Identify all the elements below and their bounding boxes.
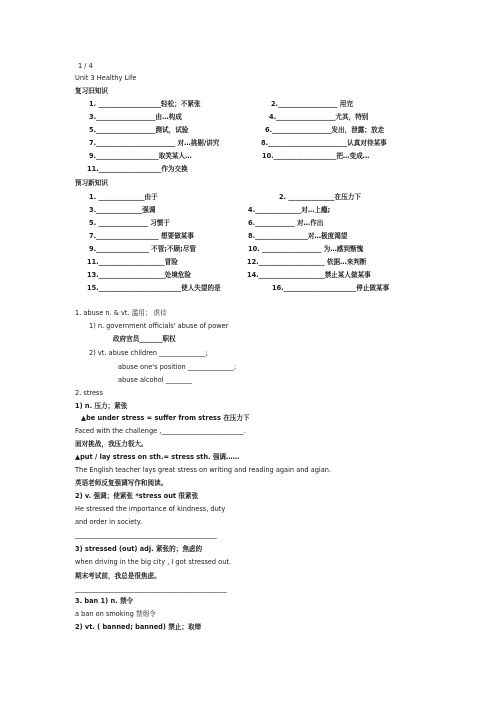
review-item: 3.__________________由…构成 xyxy=(89,113,182,121)
preview-item: 13.____________________处境危险 xyxy=(87,271,191,279)
preview-item: 15._________________________使人失望的是 xyxy=(87,284,221,292)
preview-item: 5. _______________ 习惯于 xyxy=(89,219,170,227)
preview-item: 9.________________ 不管;不顾;尽管 xyxy=(89,245,196,253)
body-line: abuse alcohol ________ xyxy=(118,376,193,384)
body-line: a ban on smoking 禁烟令 xyxy=(75,610,156,618)
body-line: 1) n. 压力；紧张 xyxy=(75,402,128,410)
review-item: 9.___________________取笑某人… xyxy=(89,152,192,160)
word-heading: 1. abuse n. & vt. 滥用； 虐待 xyxy=(75,309,167,317)
review-item: 11.___________________作为交换 xyxy=(87,165,188,173)
body-line: 英语老师反复强调写作和阅读。 xyxy=(75,479,168,487)
preview-item: 2. ______________在压力下 xyxy=(279,193,361,201)
body-line: 期末考试前，我总是很焦虑。 xyxy=(75,572,161,580)
body-line: abuse one's position ______________; xyxy=(118,363,237,371)
unit-title: Unit 3 Healthy Life xyxy=(75,74,137,82)
review-item: 6.__________________发出，泄露；放走 xyxy=(265,126,385,134)
review-item: 10.___________________把…变成… xyxy=(262,152,370,160)
preview-item: 6.____________ 对…作出 xyxy=(248,219,324,227)
body-line: The English teacher lays great stress on writing and reading again and agian. xyxy=(75,466,332,474)
body-line: 2) v. 强调；使紧张 *stress out 很紧张 xyxy=(75,492,199,500)
body-line: 2) vt. abuse children ______________; xyxy=(89,349,208,357)
body-line: when driving in the big city , I got stressed out. xyxy=(75,558,232,566)
body-line: 3) stressed (out) adj. 紧张的；焦虑的 xyxy=(75,545,203,553)
body-line: 1) n. government officials' abuse of power xyxy=(89,322,229,330)
body-line: Faced with the challenge ,_________________________. xyxy=(75,427,246,435)
body-line: 面对挑战，我压力很大。 xyxy=(75,440,148,448)
review-item: 4.__________________尤其，特别 xyxy=(269,113,369,121)
preview-item: 11.____________________冒险 xyxy=(87,258,178,266)
review-item: 5.__________________测试，试验 xyxy=(89,126,189,134)
body-line: ______________________________________________ xyxy=(75,585,227,593)
preview-item: 16.______________________停止做某事 xyxy=(272,284,390,292)
word-heading: 2. stress xyxy=(75,389,103,397)
body-line: He stressed the importance of kindness, duty xyxy=(75,505,226,513)
body-line: 2) vt. ( banned; banned) 禁止；取缔 xyxy=(75,623,202,631)
preview-heading: 预习新知识 xyxy=(75,179,108,187)
preview-item: 12.____________________ 依据…来判断 xyxy=(247,258,367,266)
preview-item: 10. __________________ 为…感到惭愧 xyxy=(248,245,364,253)
page-number: 1 / 4 xyxy=(78,62,93,70)
body-line: ▲be under stress = suffer from stress 在压力下 xyxy=(81,414,250,422)
preview-item: 1. ______________由于 xyxy=(89,193,158,201)
preview-item: 3.______________强调 xyxy=(89,206,156,214)
preview-item: 14.____________________禁止某人做某事 xyxy=(247,271,371,279)
review-item: 8.________________________认真对待某事 xyxy=(261,139,387,147)
review-item: 1. ___________________轻松；不紧张 xyxy=(89,100,201,108)
preview-item: 7.___________________ 想要做某事 xyxy=(89,232,194,240)
review-item: 2.__________________ 用完 xyxy=(271,100,353,108)
word-heading: 3. ban 1) n. 禁令 xyxy=(75,597,134,605)
preview-item: 8.________________对…极度渴望 xyxy=(248,232,348,240)
review-heading: 复习旧知识 xyxy=(75,87,108,95)
review-item: 7.________________________ 对…挑剔/讲究 xyxy=(89,139,220,147)
body-line: and order in society. xyxy=(75,518,142,526)
body-line: ▲put / lay stress on sth.= stress sth. 强调…… xyxy=(75,453,240,461)
preview-item: 4.______________对…上瘾; xyxy=(248,206,331,214)
body-line: 政府官员_______职权 xyxy=(113,335,176,343)
body-line: ___________________________________________ xyxy=(75,531,217,539)
